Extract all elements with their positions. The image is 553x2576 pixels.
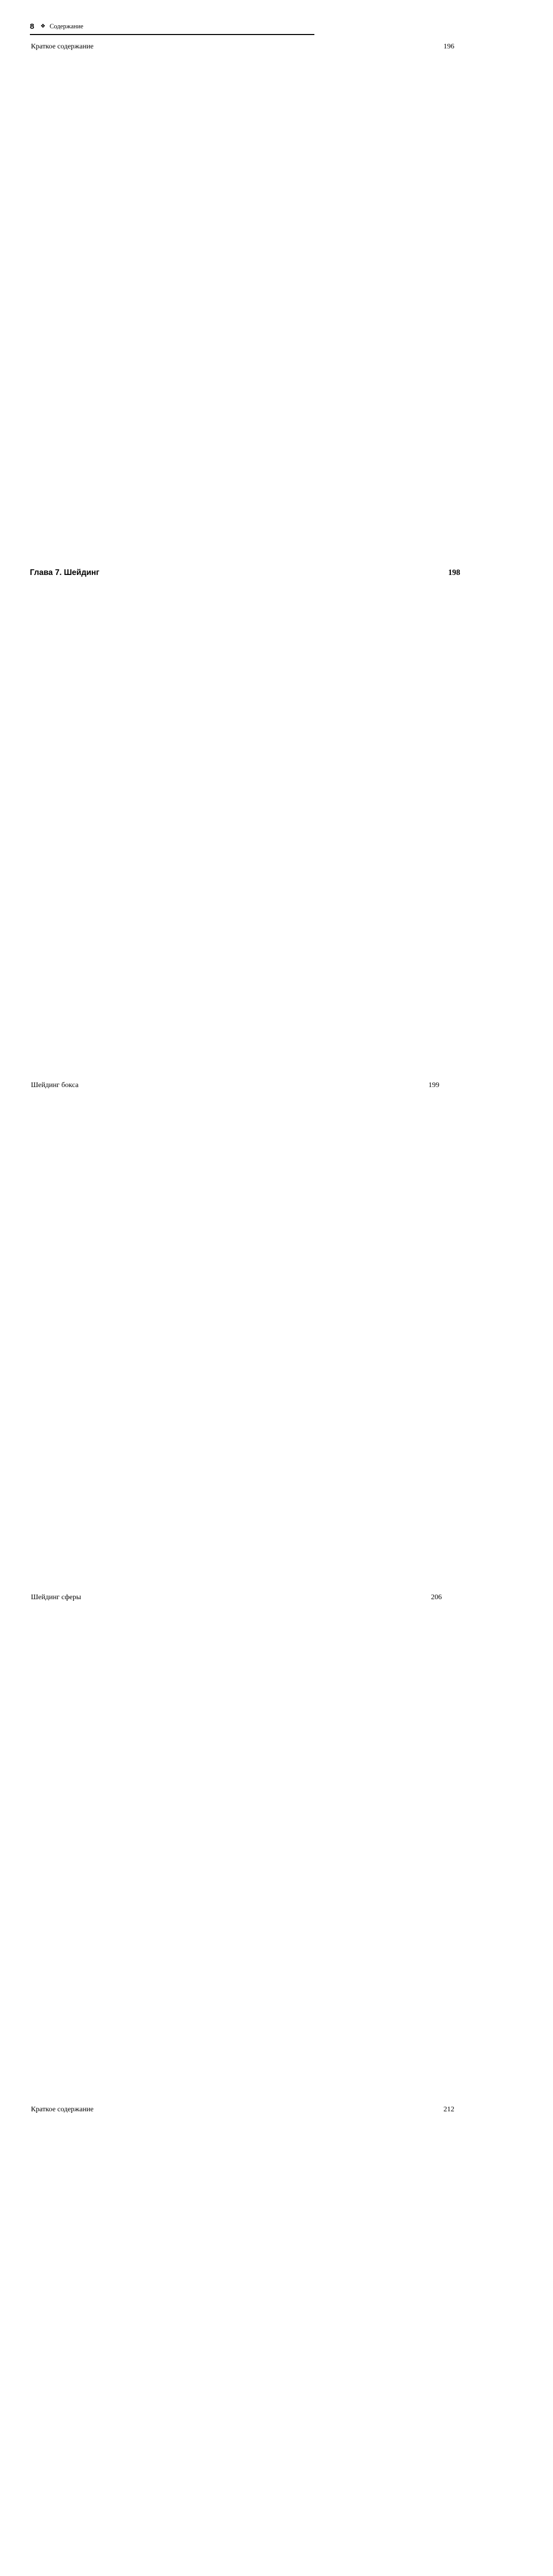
toc-entry-label: Глава 7. Шейдинг [30,568,99,577]
toc-entry-page-number: 196 [96,42,455,554]
page-folio: 8 [30,22,35,31]
toc-group-spacer [30,554,314,561]
toc-entry-chapter[interactable] [30,568,460,1080]
header-divider [30,34,314,35]
diamond-ornament-icon: ❖ [40,23,46,29]
toc-entry-page-number: 199 [80,1081,439,1593]
toc-entry-label: Краткое содержание [31,43,94,50]
page-header [30,23,314,30]
toc-entry-section[interactable] [30,2105,455,2576]
toc-entry-section[interactable] [30,1081,440,1593]
table-of-contents [30,42,460,2576]
toc-entry-section[interactable] [30,1593,442,2105]
toc-entry-page-number: 212 [96,2105,455,2576]
running-head-title: Содержание [49,23,83,30]
toc-entry-page-number: 206 [83,1593,442,2105]
toc-entry-section[interactable] [30,42,455,554]
toc-entry-page-number: 198 [102,568,460,1080]
toc-entry-label: Шейдинг бокса [31,1081,79,1089]
toc-entry-label: Краткое содержание [31,2106,94,2113]
toc-entry-label: Шейдинг сферы [31,1594,81,1601]
